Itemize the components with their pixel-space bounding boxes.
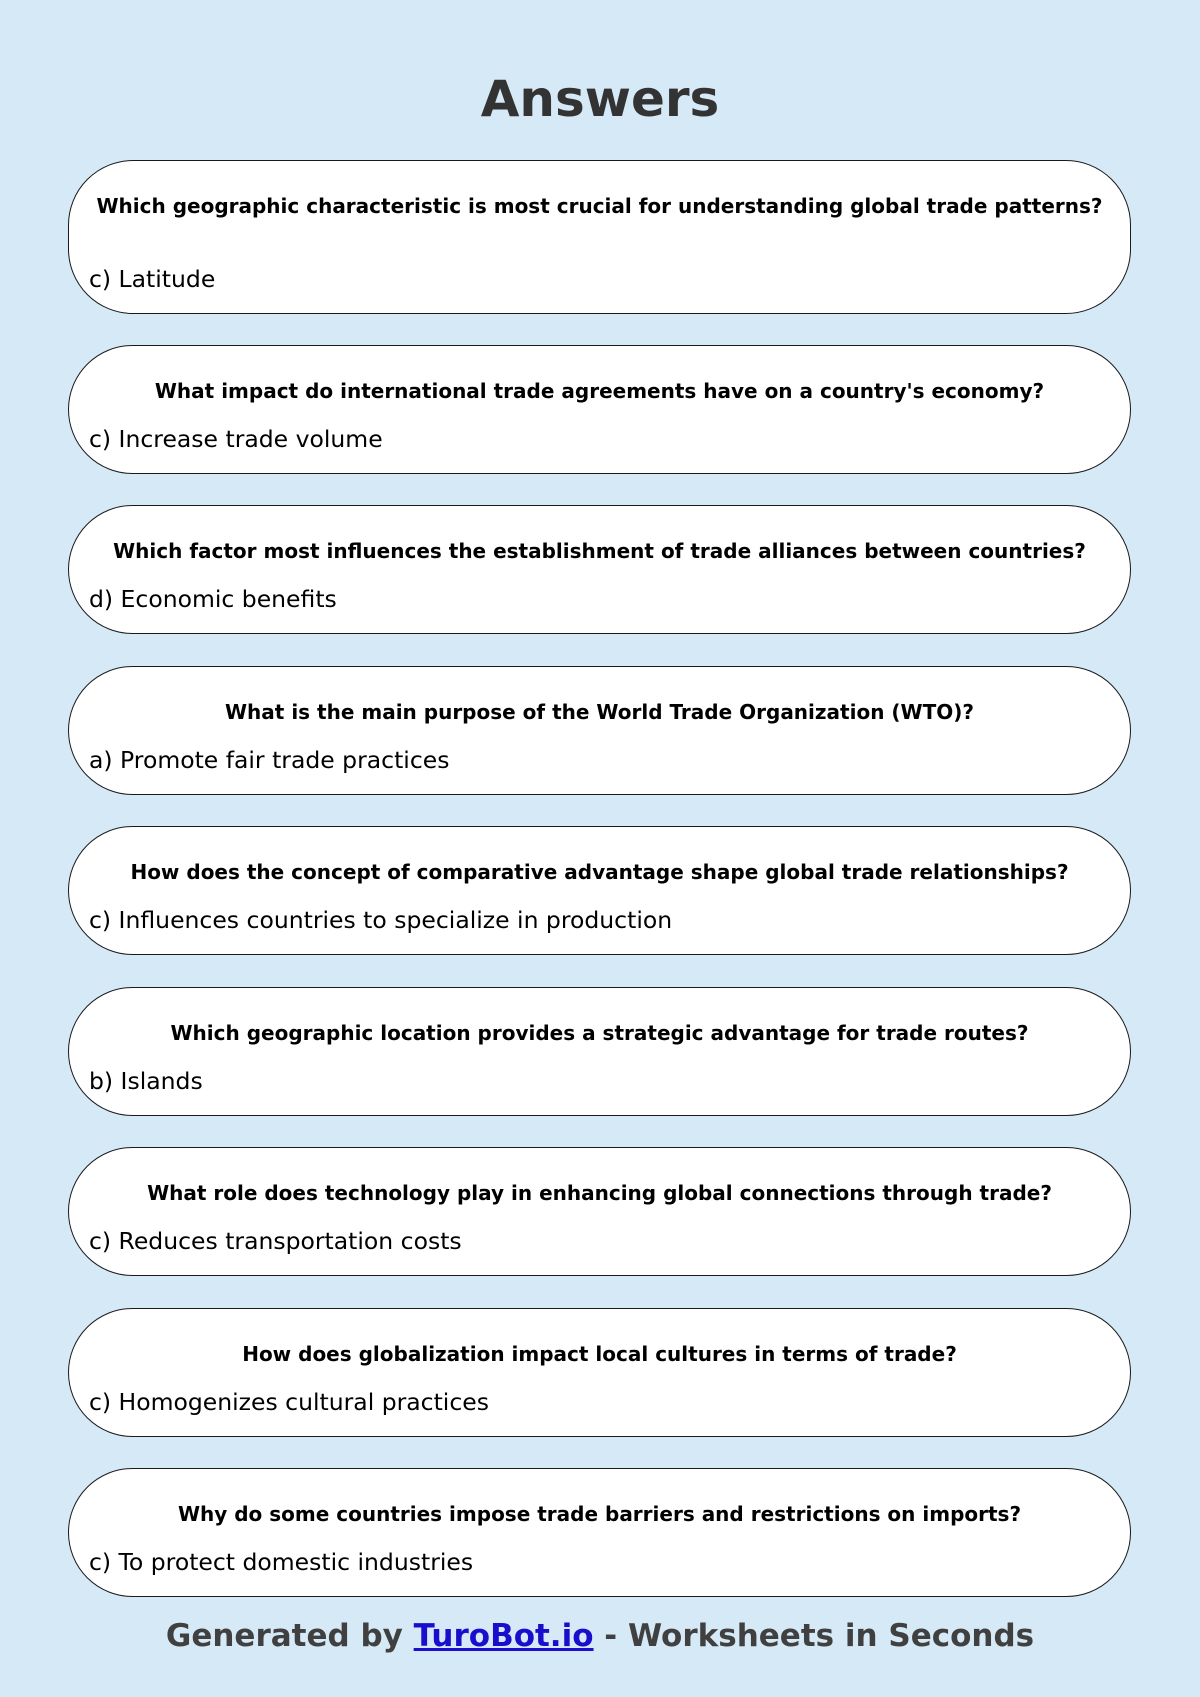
answer-text: d) Economic benefits xyxy=(89,585,337,613)
question-text: How does globalization impact local cultures in terms of trade? xyxy=(242,1342,957,1366)
question-text: How does the concept of comparative advantage shape global trade relationships? xyxy=(130,860,1069,884)
answer-card-9 xyxy=(68,1468,1131,1597)
footer-suffix: - Worksheets in Seconds xyxy=(593,1618,1035,1654)
question-text: What role does technology play in enhancing global connections through trade? xyxy=(147,1181,1052,1205)
question-text: What is the main purpose of the World Trade Organization (WTO)? xyxy=(225,700,974,724)
answer-card-1 xyxy=(68,160,1131,314)
answer-card-5 xyxy=(68,826,1131,955)
answer-text: a) Promote fair trade practices xyxy=(89,746,450,774)
answer-text: c) To protect domestic industries xyxy=(89,1548,474,1576)
question-text: Which geographic characteristic is most crucial for understanding global trade patterns? xyxy=(96,194,1103,218)
page-title: Answers xyxy=(480,70,720,128)
footer xyxy=(0,1616,1200,1656)
answer-card-3 xyxy=(68,505,1131,634)
question-text: What impact do international trade agreements have on a country's economy? xyxy=(154,379,1045,403)
question-text: Which geographic location provides a strategic advantage for trade routes? xyxy=(170,1021,1029,1045)
answer-text: c) Latitude xyxy=(89,265,216,293)
answer-card-8 xyxy=(68,1308,1131,1437)
answer-text: c) Influences countries to specialize in production xyxy=(89,906,673,934)
answer-card-6 xyxy=(68,987,1131,1116)
footer-prefix: Generated by xyxy=(165,1618,414,1654)
answer-card-4 xyxy=(68,666,1131,795)
question-text: Why do some countries impose trade barriers and restrictions on imports? xyxy=(177,1502,1022,1526)
answer-card-7 xyxy=(68,1147,1131,1276)
answer-text: b) Islands xyxy=(89,1067,203,1095)
question-text: Which factor most influences the establishment of trade alliances between countries? xyxy=(113,539,1086,563)
answer-text: c) Increase trade volume xyxy=(89,425,383,453)
answer-text: c) Homogenizes cultural practices xyxy=(89,1388,489,1416)
answer-text: c) Reduces transportation costs xyxy=(89,1227,462,1255)
turobot-link[interactable]: TuroBot.io xyxy=(413,1618,594,1654)
answer-card-2 xyxy=(68,345,1131,474)
